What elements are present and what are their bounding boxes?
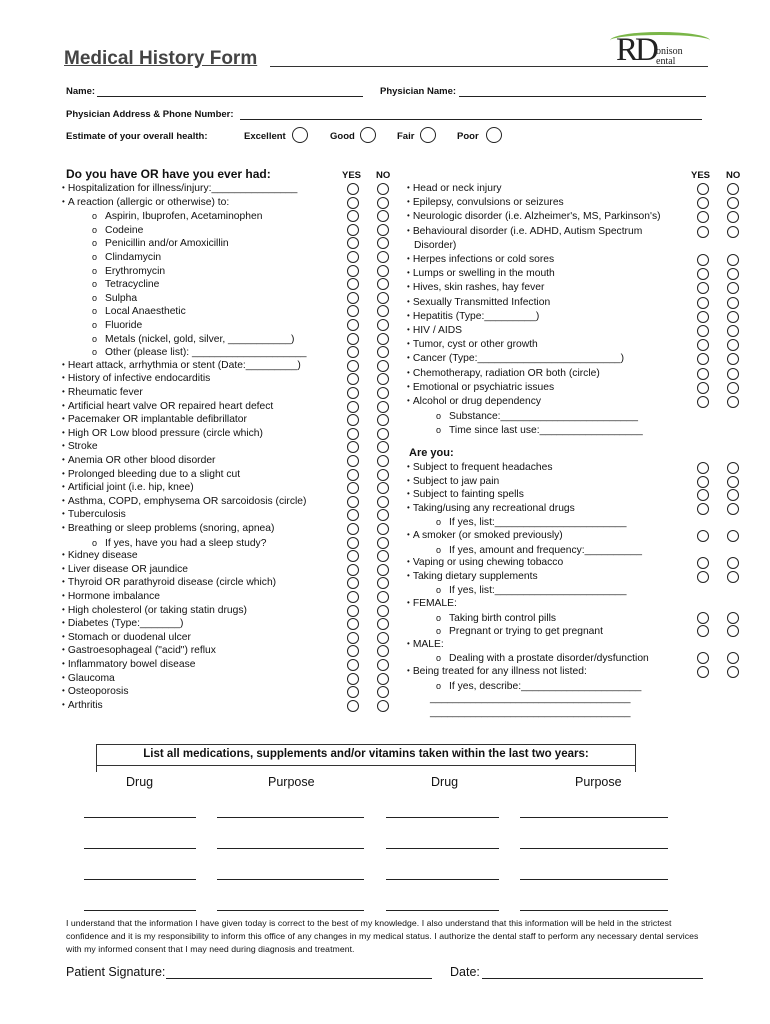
health-option-radio[interactable] xyxy=(486,127,502,143)
condition-item: • Gastroesophageal ("acid") reflux xyxy=(62,645,216,657)
condition-item: • Pacemaker OR implantable defibrillator xyxy=(62,414,247,426)
health-option-radio[interactable] xyxy=(420,127,436,143)
clinic-logo xyxy=(608,32,710,70)
yes-radio[interactable] xyxy=(347,360,359,372)
medication-blank-field[interactable] xyxy=(520,910,668,911)
condition-item: • Subject to fainting spells xyxy=(407,489,524,501)
no-radio[interactable] xyxy=(377,319,389,331)
condition-item: • Being treated for any illness not listed: xyxy=(407,666,587,678)
yes-radio[interactable] xyxy=(347,618,359,630)
yes-radio[interactable] xyxy=(347,224,359,236)
condition-item: • Tumor, cyst or other growth xyxy=(407,339,538,351)
condition-item: • FEMALE: xyxy=(407,598,457,610)
no-column-header-right: NO xyxy=(726,170,741,181)
condition-item: o If yes, amount and frequency:__________ xyxy=(436,544,642,557)
health-option-radio[interactable] xyxy=(360,127,376,143)
condition-item: • Head or neck injury xyxy=(407,183,502,195)
yes-radio[interactable] xyxy=(697,396,709,408)
yes-radio[interactable] xyxy=(347,414,359,426)
condition-item: • Hormone imbalance xyxy=(62,591,160,603)
no-radio[interactable] xyxy=(377,224,389,236)
condition-item: o Time since last use:__________________ xyxy=(436,424,643,437)
no-radio[interactable] xyxy=(727,325,739,337)
no-radio[interactable] xyxy=(727,612,739,624)
yes-radio[interactable] xyxy=(347,210,359,222)
health-option-label: Poor xyxy=(457,131,479,142)
no-radio[interactable] xyxy=(377,387,389,399)
yes-radio[interactable] xyxy=(697,462,709,474)
condition-item: • High cholesterol (or taking statin drugs) xyxy=(62,605,247,617)
no-radio[interactable] xyxy=(377,523,389,535)
yes-radio[interactable] xyxy=(697,183,709,195)
yes-radio[interactable] xyxy=(697,211,709,223)
no-radio[interactable] xyxy=(727,226,739,238)
yes-radio[interactable] xyxy=(697,489,709,501)
condition-item: ___________________________________ xyxy=(430,693,631,705)
condition-item: • Kidney disease xyxy=(62,550,138,562)
yes-radio[interactable] xyxy=(697,503,709,515)
no-radio[interactable] xyxy=(377,333,389,345)
yes-radio[interactable] xyxy=(347,564,359,576)
condition-item: • Artificial joint (i.e. hip, knee) xyxy=(62,482,194,494)
yes-radio[interactable] xyxy=(347,197,359,209)
yes-radio[interactable] xyxy=(347,469,359,481)
medications-box-leg-left xyxy=(96,766,97,772)
condition-item: • Tuberculosis xyxy=(62,509,126,521)
no-radio[interactable] xyxy=(727,254,739,266)
no-radio[interactable] xyxy=(727,211,739,223)
yes-radio[interactable] xyxy=(347,441,359,453)
condition-item: • Osteoporosis xyxy=(62,686,128,698)
condition-item: o If yes, list:_______________________ xyxy=(436,516,627,529)
yes-radio[interactable] xyxy=(347,605,359,617)
yes-radio[interactable] xyxy=(697,197,709,209)
patient-signature-field[interactable] xyxy=(166,978,432,979)
condition-item: • Glaucoma xyxy=(62,673,115,685)
yes-radio[interactable] xyxy=(347,577,359,589)
condition-item: o Substance:________________________ xyxy=(436,410,638,423)
medication-blank-field[interactable] xyxy=(84,879,196,880)
medication-column-header: Drug xyxy=(431,775,459,789)
yes-radio[interactable] xyxy=(347,632,359,644)
condition-item: Disorder) xyxy=(414,239,457,251)
no-radio[interactable] xyxy=(377,428,389,440)
condition-item: • Vaping or using chewing tobacco xyxy=(407,557,563,569)
no-radio[interactable] xyxy=(727,489,739,501)
yes-radio[interactable] xyxy=(347,591,359,603)
condition-item: • A smoker (or smoked previously) xyxy=(407,530,563,542)
yes-radio[interactable] xyxy=(697,625,709,637)
medications-title: List all medications, supplements and/or vitamins taken within the last two years: xyxy=(143,748,589,760)
no-radio[interactable] xyxy=(377,564,389,576)
yes-radio[interactable] xyxy=(697,325,709,337)
medication-blank-field[interactable] xyxy=(386,817,499,818)
condition-item: o Other (please list): ____________________ xyxy=(92,346,307,359)
no-radio[interactable] xyxy=(727,353,739,365)
condition-item: • Inflammatory bowel disease xyxy=(62,659,195,671)
no-radio[interactable] xyxy=(727,311,739,323)
no-radio[interactable] xyxy=(377,183,389,195)
no-radio[interactable] xyxy=(377,550,389,562)
condition-item: o Metals (nickel, gold, silver, ___________) xyxy=(92,333,294,346)
yes-radio[interactable] xyxy=(347,183,359,195)
yes-radio[interactable] xyxy=(697,476,709,488)
condition-item: o Codeine xyxy=(92,224,143,237)
no-radio[interactable] xyxy=(377,278,389,290)
logo-text-1: onison xyxy=(656,46,683,57)
condition-item: • Alcohol or drug dependency xyxy=(407,396,541,408)
yes-radio[interactable] xyxy=(347,278,359,290)
condition-item: • Cancer (Type:_________________________) xyxy=(407,353,624,365)
logo-letter-d: D xyxy=(635,32,659,68)
are-you-label: Are you: xyxy=(409,447,454,459)
yes-radio[interactable] xyxy=(697,282,709,294)
condition-item: • Thyroid OR parathyroid disease (circle which) xyxy=(62,577,276,589)
condition-item: o Pregnant or trying to get pregnant xyxy=(436,625,603,638)
yes-radio[interactable] xyxy=(347,659,359,671)
yes-radio[interactable] xyxy=(347,387,359,399)
yes-radio[interactable] xyxy=(697,382,709,394)
medication-blank-field[interactable] xyxy=(84,848,196,849)
yes-radio[interactable] xyxy=(697,612,709,624)
no-radio[interactable] xyxy=(377,537,389,549)
yes-column-header-right: YES xyxy=(691,170,711,181)
consent-text: I understand that the information I have given today is correct to the best of my knowledge. I also understand that this information will be held in the strictest confidence and it is my responsibility to inform this office of any changes in my medical status. I authorize the dental staff to perform any necessary dental services with my informed consent that I may need during diagnosis and treatment. xyxy=(66,918,699,954)
condition-item: o Aspirin, Ibuprofen, Acetaminophen xyxy=(92,210,262,223)
yes-radio[interactable] xyxy=(697,311,709,323)
medication-column-header: Purpose xyxy=(575,775,622,789)
no-radio[interactable] xyxy=(377,346,389,358)
medication-blank-field[interactable] xyxy=(217,879,364,880)
medication-column-header: Drug xyxy=(126,775,154,789)
medication-blank-field[interactable] xyxy=(84,910,196,911)
no-radio[interactable] xyxy=(377,686,389,698)
history-question: Do you have OR have you ever had: xyxy=(66,167,271,181)
condition-item: o Tetracycline xyxy=(92,278,159,291)
yes-radio[interactable] xyxy=(347,686,359,698)
condition-item: o If yes, have you had a sleep study? xyxy=(92,537,266,550)
condition-item: • Diabetes (Type:_______) xyxy=(62,618,183,630)
no-radio[interactable] xyxy=(727,183,739,195)
yes-radio[interactable] xyxy=(347,251,359,263)
no-radio[interactable] xyxy=(377,401,389,413)
condition-item: • Lumps or swelling in the mouth xyxy=(407,268,555,280)
no-radio[interactable] xyxy=(727,339,739,351)
condition-item: • Hepatitis (Type:_________) xyxy=(407,311,539,323)
no-radio[interactable] xyxy=(377,659,389,671)
no-radio[interactable] xyxy=(377,605,389,617)
condition-item: • Behavioural disorder (i.e. ADHD, Autism Spectrum xyxy=(407,226,642,238)
condition-item: • Subject to jaw pain xyxy=(407,476,499,488)
logo-text-2: ental xyxy=(656,56,676,67)
no-column-header-left: NO xyxy=(376,170,391,181)
health-option-label: Good xyxy=(330,131,355,142)
condition-item: • Taking/using any recreational drugs xyxy=(407,503,575,515)
no-radio[interactable] xyxy=(727,197,739,209)
yes-radio[interactable] xyxy=(347,401,359,413)
medication-blank-field[interactable] xyxy=(520,817,668,818)
yes-radio[interactable] xyxy=(347,428,359,440)
condition-item: o Dealing with a prostate disorder/dysfunction xyxy=(436,652,649,665)
yes-radio[interactable] xyxy=(347,523,359,535)
condition-item: o Clindamycin xyxy=(92,251,161,264)
no-radio[interactable] xyxy=(377,673,389,685)
no-radio[interactable] xyxy=(727,557,739,569)
yes-radio[interactable] xyxy=(697,297,709,309)
no-radio[interactable] xyxy=(377,509,389,521)
yes-radio[interactable] xyxy=(347,550,359,562)
medication-blank-field[interactable] xyxy=(386,879,499,880)
no-radio[interactable] xyxy=(377,482,389,494)
yes-radio[interactable] xyxy=(347,482,359,494)
condition-item: o Local Anaesthetic xyxy=(92,305,186,318)
condition-item: • Sexually Transmitted Infection xyxy=(407,297,550,309)
no-radio[interactable] xyxy=(727,476,739,488)
medications-box-leg-right xyxy=(635,766,636,772)
condition-item: • Prolonged bleeding due to a slight cut xyxy=(62,469,240,481)
yes-radio[interactable] xyxy=(347,645,359,657)
no-radio[interactable] xyxy=(377,455,389,467)
condition-item: • Arthritis xyxy=(62,700,103,712)
no-radio[interactable] xyxy=(377,305,389,317)
no-radio[interactable] xyxy=(727,282,739,294)
name-field[interactable] xyxy=(97,96,363,97)
yes-radio[interactable] xyxy=(697,652,709,664)
yes-radio[interactable] xyxy=(347,373,359,385)
no-radio[interactable] xyxy=(727,297,739,309)
condition-item: • HIV / AIDS xyxy=(407,325,462,337)
yes-radio[interactable] xyxy=(697,666,709,678)
no-radio[interactable] xyxy=(377,373,389,385)
no-radio[interactable] xyxy=(377,496,389,508)
medication-blank-field[interactable] xyxy=(386,910,499,911)
yes-radio[interactable] xyxy=(347,346,359,358)
yes-radio[interactable] xyxy=(347,292,359,304)
condition-item: o Taking birth control pills xyxy=(436,612,556,625)
condition-item: • Hives, skin rashes, hay fever xyxy=(407,282,544,294)
condition-item: • Chemotherapy, radiation OR both (circle) xyxy=(407,368,600,380)
yes-radio[interactable] xyxy=(347,319,359,331)
physician-address-label: Physician Address & Phone Number: xyxy=(66,109,234,120)
condition-item: • Hospitalization for illness/injury:_______________ xyxy=(62,183,297,195)
yes-radio[interactable] xyxy=(697,268,709,280)
no-radio[interactable] xyxy=(727,530,739,542)
yes-radio[interactable] xyxy=(697,557,709,569)
yes-radio[interactable] xyxy=(347,455,359,467)
no-radio[interactable] xyxy=(377,292,389,304)
no-radio[interactable] xyxy=(377,265,389,277)
no-radio[interactable] xyxy=(377,197,389,209)
no-radio[interactable] xyxy=(727,571,739,583)
no-radio[interactable] xyxy=(377,577,389,589)
condition-item: • Taking dietary supplements xyxy=(407,571,538,583)
yes-radio[interactable] xyxy=(697,530,709,542)
health-option-label: Excellent xyxy=(244,131,286,142)
condition-item: • Stroke xyxy=(62,441,98,453)
medication-blank-field[interactable] xyxy=(217,817,364,818)
yes-radio[interactable] xyxy=(697,226,709,238)
condition-item: • Subject to frequent headaches xyxy=(407,462,553,474)
condition-item: • Artificial heart valve OR repaired heart defect xyxy=(62,401,273,413)
no-radio[interactable] xyxy=(377,237,389,249)
yes-radio[interactable] xyxy=(347,537,359,549)
medication-blank-field[interactable] xyxy=(520,879,668,880)
condition-item: • Herpes infections or cold sores xyxy=(407,254,554,266)
no-radio[interactable] xyxy=(727,382,739,394)
condition-item: • Epilepsy, convulsions or seizures xyxy=(407,197,564,209)
date-label: Date: xyxy=(450,965,480,979)
name-label: Name: xyxy=(66,86,96,97)
physician-name-field[interactable] xyxy=(459,96,706,97)
no-radio[interactable] xyxy=(377,251,389,263)
medication-blank-field[interactable] xyxy=(520,848,668,849)
condition-item: o Penicillin and/or Amoxicillin xyxy=(92,237,229,250)
no-radio[interactable] xyxy=(377,360,389,372)
no-radio[interactable] xyxy=(377,210,389,222)
yes-radio[interactable] xyxy=(347,333,359,345)
no-radio[interactable] xyxy=(377,591,389,603)
condition-item: • Anemia OR other blood disorder xyxy=(62,455,215,467)
health-option-radio[interactable] xyxy=(292,127,308,143)
yes-radio[interactable] xyxy=(697,254,709,266)
no-radio[interactable] xyxy=(727,652,739,664)
yes-radio[interactable] xyxy=(697,339,709,351)
patient-signature-label: Patient Signature: xyxy=(66,965,166,979)
condition-item: o Fluoride xyxy=(92,319,142,332)
condition-item: • Neurologic disorder (i.e. Alzheimer's, MS, Parkinson's) xyxy=(407,211,661,223)
condition-item: • MALE: xyxy=(407,639,444,651)
physician-address-field[interactable] xyxy=(240,119,702,120)
no-radio[interactable] xyxy=(727,625,739,637)
no-radio[interactable] xyxy=(377,645,389,657)
condition-item: o Sulpha xyxy=(92,292,137,305)
condition-item: ___________________________________ xyxy=(430,706,631,718)
condition-item: o If yes, list:_______________________ xyxy=(436,584,627,597)
no-radio[interactable] xyxy=(377,632,389,644)
yes-radio[interactable] xyxy=(347,305,359,317)
medication-blank-field[interactable] xyxy=(84,817,196,818)
yes-radio[interactable] xyxy=(697,571,709,583)
no-radio[interactable] xyxy=(377,441,389,453)
medication-blank-field[interactable] xyxy=(217,910,364,911)
health-option-label: Fair xyxy=(397,131,415,142)
yes-radio[interactable] xyxy=(347,673,359,685)
no-radio[interactable] xyxy=(377,469,389,481)
yes-radio[interactable] xyxy=(697,368,709,380)
date-field[interactable] xyxy=(482,978,703,979)
condition-item: • Breathing or sleep problems (snoring, apnea) xyxy=(62,523,274,535)
condition-item: o If yes, describe:_____________________ xyxy=(436,680,641,693)
logo-letter-r: R xyxy=(616,32,639,68)
no-radio[interactable] xyxy=(727,666,739,678)
form-title: Medical History Form xyxy=(64,48,258,69)
yes-radio[interactable] xyxy=(347,496,359,508)
condition-item: • Liver disease OR jaundice xyxy=(62,564,188,576)
condition-item: • History of infective endocarditis xyxy=(62,373,210,385)
yes-column-header-left: YES xyxy=(342,170,362,181)
yes-radio[interactable] xyxy=(347,265,359,277)
yes-radio[interactable] xyxy=(347,700,359,712)
condition-item: • High OR Low blood pressure (circle which) xyxy=(62,428,263,440)
no-radio[interactable] xyxy=(377,414,389,426)
condition-item: o Erythromycin xyxy=(92,265,165,278)
condition-item: • Stomach or duodenal ulcer xyxy=(62,632,191,644)
no-radio[interactable] xyxy=(727,268,739,280)
condition-item: • A reaction (allergic or otherwise) to: xyxy=(62,197,229,209)
no-radio[interactable] xyxy=(727,368,739,380)
no-radio[interactable] xyxy=(377,618,389,630)
condition-item: • Heart attack, arrhythmia or stent (Date:_________) xyxy=(62,360,301,372)
condition-item: • Emotional or psychiatric issues xyxy=(407,382,554,394)
medication-column-header: Purpose xyxy=(268,775,315,789)
no-radio[interactable] xyxy=(727,396,739,408)
condition-item: • Rheumatic fever xyxy=(62,387,143,399)
yes-radio[interactable] xyxy=(347,509,359,521)
no-radio[interactable] xyxy=(727,503,739,515)
overall-health-label: Estimate of your overall health: xyxy=(66,131,208,142)
yes-radio[interactable] xyxy=(347,237,359,249)
yes-radio[interactable] xyxy=(697,353,709,365)
medication-blank-field[interactable] xyxy=(217,848,364,849)
no-radio[interactable] xyxy=(377,700,389,712)
no-radio[interactable] xyxy=(727,462,739,474)
physician-name-label: Physician Name: xyxy=(380,86,457,97)
medication-blank-field[interactable] xyxy=(386,848,499,849)
condition-item: • Asthma, COPD, emphysema OR sarcoidosis (circle) xyxy=(62,496,306,508)
